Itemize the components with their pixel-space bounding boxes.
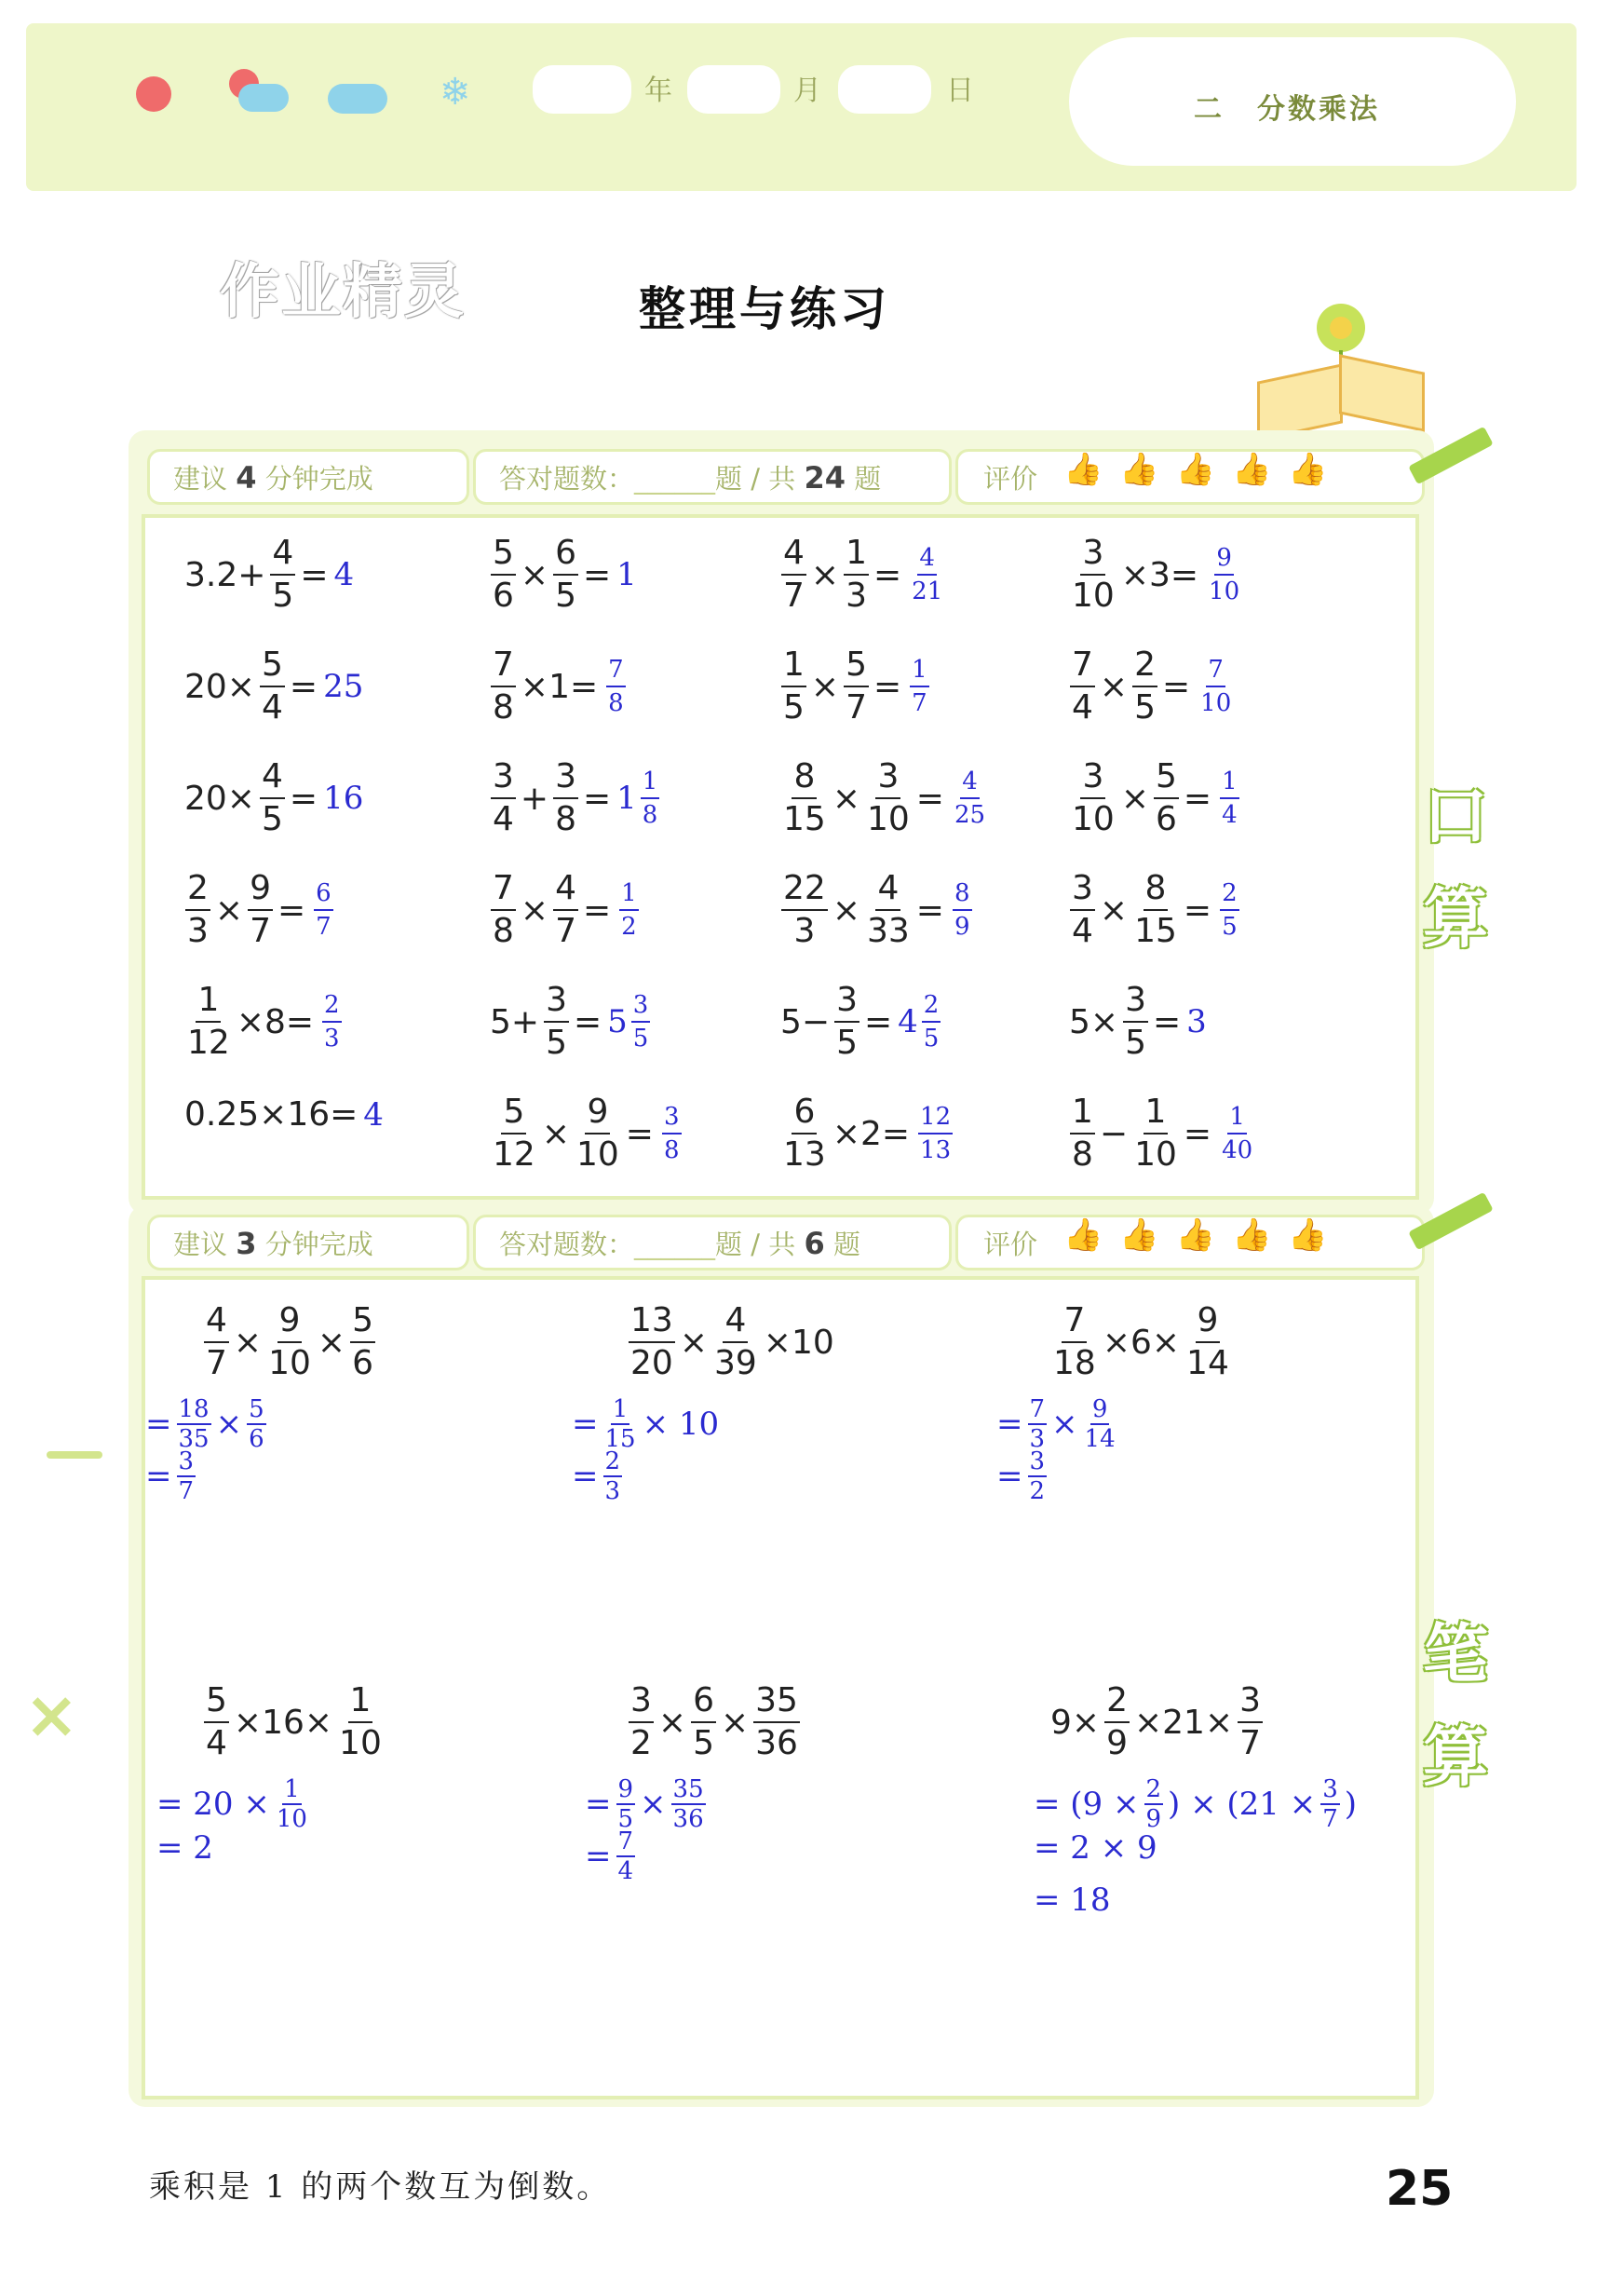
fraction: $\frac{6}{7}$ [316, 879, 332, 941]
oral-problem [183, 757, 364, 838]
oral-problem [183, 534, 355, 615]
fraction: $\frac{3}{10}$ [866, 757, 910, 838]
work-step[interactable] [995, 1449, 1049, 1503]
math-text: = [996, 1458, 1023, 1495]
handwritten-answer[interactable] [319, 993, 345, 1051]
dash-decoration [47, 1451, 102, 1459]
math-text: = [573, 1002, 602, 1041]
fraction: $\frac{7}{10}$ [1200, 656, 1232, 717]
oral-problem [1067, 534, 1244, 615]
math-text: ) × (21 × [1168, 1786, 1317, 1823]
oral-problem [488, 757, 662, 838]
month-field[interactable] [687, 65, 780, 114]
fraction: $\frac{1}{8}$ [1072, 1093, 1093, 1174]
math-text: × [679, 1323, 708, 1362]
oral-problem [1067, 869, 1242, 950]
oral-problem [778, 981, 943, 1062]
oral-problem [183, 869, 336, 950]
fraction: $\frac{2}{5}$ [1134, 645, 1156, 727]
fraction: $\frac{7}{8}$ [493, 869, 514, 950]
oral-problem [488, 534, 638, 615]
oral-eval-label: 评价 [983, 463, 1038, 495]
math-text: = 20 × [156, 1786, 270, 1823]
fraction: $\frac{7}{4}$ [617, 1827, 634, 1885]
math-text: × [541, 1114, 570, 1153]
fraction: $\frac{9}{10}$ [268, 1301, 311, 1382]
fraction: $\frac{5}{4}$ [261, 645, 283, 727]
fraction: $\frac{2}{5}$ [923, 991, 940, 1053]
math-text: = 18 [1034, 1882, 1111, 1919]
handwritten-answer[interactable]: 1 [616, 556, 637, 593]
handwritten-answer[interactable] [950, 769, 990, 827]
fraction: $\frac{2}{3}$ [604, 1447, 621, 1505]
work-step[interactable] [143, 1449, 198, 1503]
fraction: $\frac{4}{5}$ [261, 757, 283, 838]
fraction: $\frac{9}{14}$ [1186, 1301, 1229, 1382]
sunny-icon [136, 76, 171, 112]
fraction: $\frac{4}{21}$ [912, 544, 943, 605]
fraction: $\frac{9}{7}$ [250, 869, 271, 950]
math-text: × [317, 1323, 346, 1362]
fraction: $\frac{3}{10}$ [1072, 534, 1115, 615]
fraction: $\frac{1}{2}$ [621, 879, 637, 941]
fraction: $\frac{3}{4}$ [493, 757, 514, 838]
page-number: 25 [1386, 2161, 1454, 2217]
side-label-oral: 口 [1423, 778, 1488, 854]
fraction: $\frac{22}{3}$ [783, 869, 826, 950]
fraction: $\frac{1}{10}$ [339, 1681, 382, 1762]
math-text: = [572, 1406, 599, 1443]
math-text: = [1152, 1002, 1182, 1041]
fraction: $\frac{3}{8}$ [663, 1103, 680, 1164]
work-step[interactable] [570, 1397, 721, 1451]
math-text: ×6× [1102, 1323, 1181, 1362]
work-step[interactable] [155, 1829, 215, 1867]
math-text: × [640, 1786, 667, 1823]
math-text: 20× [184, 667, 255, 706]
math-text: ×1= [520, 667, 599, 706]
oral-problem [778, 757, 990, 838]
side-label-written: 算 [1423, 1719, 1488, 1795]
math-text: × [810, 667, 840, 706]
handwritten-answer[interactable]: 3 [1186, 1003, 1207, 1040]
fraction: $\frac{13}{20}$ [630, 1301, 673, 1382]
work-step[interactable] [995, 1397, 1120, 1451]
fraction: $\frac{1}{3}$ [846, 534, 867, 615]
oral-thumbs-icon[interactable]: 👍👍👍👍👍 [1063, 451, 1345, 488]
written-thumbs-icon[interactable]: 👍👍👍👍👍 [1063, 1216, 1345, 1254]
work-step[interactable] [583, 1829, 638, 1883]
fraction: $\frac{1}{10}$ [1134, 1093, 1177, 1174]
math-text: ) [1344, 1786, 1358, 1823]
fraction: $\frac{35}{36}$ [672, 1775, 704, 1833]
math-text: = [582, 779, 612, 818]
watermark: 作业精灵 [220, 258, 466, 327]
handwritten-answer[interactable]: 16 [323, 780, 364, 817]
fraction: $\frac{4}{5}$ [272, 534, 294, 615]
year-field[interactable] [533, 65, 631, 114]
handwritten-answer[interactable] [950, 881, 975, 939]
oral-problem [488, 869, 642, 950]
oral-problem [1067, 757, 1242, 838]
side-label-oral: 算 [1423, 880, 1488, 957]
fraction: $\frac{3}{5}$ [1125, 981, 1146, 1062]
fraction: $\frac{3}{5}$ [546, 981, 567, 1062]
fraction: $\frac{2}{9}$ [1145, 1775, 1162, 1833]
work-step[interactable] [155, 1777, 312, 1831]
fraction: $\frac{2}{9}$ [1106, 1681, 1128, 1762]
math-text: × [214, 890, 244, 930]
math-text: = [585, 1786, 612, 1823]
math-text: ×21× [1133, 1703, 1234, 1742]
fraction: $\frac{3}{5}$ [836, 981, 858, 1062]
math-text: × [1051, 1406, 1078, 1443]
math-text: × [520, 890, 549, 930]
fraction: $\frac{5}{4}$ [206, 1681, 227, 1762]
math-text: × [233, 1323, 263, 1362]
handwritten-answer[interactable] [311, 881, 336, 939]
fraction: $\frac{2}{5}$ [1222, 879, 1238, 941]
math-text: = 2 [156, 1829, 213, 1867]
math-text: × [1120, 779, 1149, 818]
math-text: = [996, 1406, 1023, 1443]
fraction: $\frac{3}{2}$ [630, 1681, 652, 1762]
fraction: $\frac{5}{7}$ [846, 645, 867, 727]
math-text: − [1099, 1114, 1129, 1153]
math-text: = [915, 779, 944, 818]
math-text: 20× [184, 779, 255, 818]
math-text: × [1099, 667, 1129, 706]
math-text: × [520, 555, 549, 594]
math-text: 5+ [490, 1002, 540, 1041]
written-problem [1049, 1681, 1265, 1762]
written-score-blank[interactable]: ______ [634, 1229, 716, 1260]
day-field[interactable] [838, 65, 931, 114]
math-text: × [215, 1406, 243, 1443]
oral-problem [778, 1095, 955, 1172]
fraction: $\frac{6}{5}$ [555, 534, 576, 615]
fraction: $\frac{1}{8}$ [642, 768, 658, 829]
oral-problem [488, 645, 629, 727]
fraction: $\frac{5}{6}$ [352, 1301, 373, 1382]
oral-time-text: 建议 4 分钟完成 [173, 460, 373, 496]
math-text: = [873, 667, 902, 706]
oral-problem [488, 981, 653, 1062]
handwritten-answer[interactable]: 4 [363, 1095, 384, 1134]
math-text: × [832, 779, 860, 818]
written-score-text: 答对题数：______题 / 共 6 题 [499, 1226, 860, 1261]
fraction: $\frac{35}{36}$ [755, 1681, 798, 1762]
math-text: × [810, 555, 840, 594]
handwritten-answer[interactable] [1217, 1105, 1257, 1162]
math-text: = [300, 555, 329, 594]
math-text: ×16× [233, 1703, 333, 1742]
math-text: = [582, 890, 612, 930]
fraction: $\frac{9}{5}$ [617, 1775, 634, 1833]
fraction: $\frac{4}{33}$ [866, 869, 910, 950]
handwritten-answer[interactable]: 5 $\frac{3}{5}$ [607, 991, 649, 1053]
fraction: $\frac{4}{39}$ [713, 1301, 757, 1382]
math-text: = [915, 890, 944, 930]
fraction: $\frac{1}{7}$ [912, 656, 927, 717]
fraction: $\frac{1}{40}$ [1222, 1103, 1253, 1164]
fraction: $\frac{9}{14}$ [1084, 1395, 1116, 1453]
handwritten-answer[interactable] [1217, 881, 1242, 939]
fraction: $\frac{3}{4}$ [1072, 869, 1093, 950]
math-text: × [1099, 890, 1129, 930]
math-text: 5− [780, 1002, 831, 1041]
oral-problem [778, 645, 932, 727]
fraction: $\frac{8}{9}$ [954, 879, 970, 941]
fraction: $\frac{8}{15}$ [1134, 869, 1177, 950]
footnote: 乘积是 1 的两个数互为倒数。 [149, 2168, 612, 2206]
math-text: × [657, 1703, 687, 1742]
cloudy-icon [326, 78, 391, 115]
handwritten-answer[interactable] [603, 658, 629, 715]
math-text: = [1183, 779, 1212, 818]
fraction: $\frac{3}{5}$ [632, 991, 649, 1053]
math-text: × 10 [642, 1406, 720, 1443]
fraction: $\frac{3}{7}$ [1239, 1681, 1262, 1762]
math-text: = [585, 1838, 612, 1875]
fraction: $\frac{1}{12}$ [187, 981, 230, 1062]
handwritten-answer[interactable] [1196, 658, 1236, 715]
math-text: = [145, 1458, 172, 1495]
oral-problem [1067, 981, 1208, 1062]
math-text: = [289, 667, 318, 706]
math-text: = [1161, 667, 1191, 706]
side-label-written: 笔 [1423, 1616, 1488, 1692]
math-text: × [832, 890, 860, 930]
handwritten-answer[interactable] [659, 1105, 684, 1162]
written-problem [201, 1681, 386, 1762]
handwritten-answer[interactable] [907, 658, 932, 715]
math-text: 9× [1050, 1703, 1101, 1742]
written-time-text: 建议 3 分钟完成 [173, 1226, 373, 1261]
snow-icon: ❄ [440, 71, 471, 114]
written-problem [1049, 1301, 1234, 1382]
fraction: $\frac{3}{2}$ [1029, 1447, 1046, 1505]
fraction: $\frac{1}{5}$ [783, 645, 805, 727]
work-step[interactable] [1032, 1882, 1113, 1919]
math-text: = [289, 779, 318, 818]
math-text: = (9 × [1034, 1786, 1140, 1823]
handwritten-answer[interactable] [907, 546, 947, 604]
page-title: 整理与练习 [639, 282, 890, 336]
math-text: ×2= [832, 1114, 911, 1153]
math-text: = [1183, 1114, 1212, 1153]
math-text: = 2 × 9 [1034, 1829, 1157, 1867]
work-step[interactable] [1032, 1829, 1159, 1867]
fraction: $\frac{7}{18}$ [1053, 1301, 1096, 1382]
fraction: $\frac{8}{15}$ [783, 757, 826, 838]
written-problem [201, 1301, 378, 1382]
math-text: 0.25×16= [184, 1095, 359, 1134]
oral-problem [1067, 645, 1236, 727]
math-text: = [582, 555, 612, 594]
math-text: × [720, 1703, 750, 1742]
math-text: 5× [1069, 1002, 1119, 1041]
oral-problem [183, 645, 364, 727]
fraction: $\frac{4}{25}$ [954, 768, 986, 829]
fraction: $\frac{9}{10}$ [575, 1093, 619, 1174]
written-problem [626, 1681, 803, 1762]
oral-score-text: 答对题数：______题 / 共 24 题 [499, 460, 882, 496]
unit-title: 分数乘法 [1257, 93, 1380, 126]
math-text: = [863, 1002, 893, 1041]
handwritten-answer[interactable]: 4 $\frac{2}{5}$ [898, 991, 940, 1053]
handwritten-answer[interactable] [616, 881, 642, 939]
math-text: ×8= [236, 1002, 315, 1041]
math-text: = [873, 555, 902, 594]
fraction: $\frac{1}{4}$ [1222, 768, 1238, 829]
fraction: $\frac{1}{15}$ [604, 1395, 636, 1453]
oral-score-blank[interactable]: ______ [634, 463, 716, 495]
handwritten-answer[interactable]: 1 $\frac{1}{8}$ [616, 768, 658, 829]
work-step[interactable] [583, 1777, 709, 1831]
handwritten-answer[interactable]: 25 [323, 668, 364, 705]
partly-cloudy-icon [225, 67, 291, 115]
fraction: $\frac{7}{3}$ [1029, 1395, 1046, 1453]
fraction: $\frac{3}{7}$ [178, 1447, 195, 1505]
math-text: = [277, 890, 306, 930]
book-flower-icon [1250, 300, 1427, 438]
unit-number: 二 [1194, 93, 1222, 126]
fraction: $\frac{3}{10}$ [1072, 757, 1115, 838]
fraction: $\frac{4}{7}$ [783, 534, 805, 615]
fraction: $\frac{7}{8}$ [493, 645, 514, 727]
written-eval-label: 评价 [983, 1229, 1038, 1260]
work-step[interactable] [570, 1449, 625, 1503]
cross-decoration: × [24, 1677, 79, 1753]
handwritten-answer[interactable]: 4 [333, 556, 355, 593]
math-text: 3.2+ [184, 555, 266, 594]
oral-problem [183, 981, 345, 1062]
handwritten-answer[interactable] [1217, 769, 1242, 827]
fraction: $\frac{3}{7}$ [1322, 1775, 1338, 1833]
fraction: $\frac{6}{5}$ [693, 1681, 714, 1762]
year-label: 年 [644, 75, 672, 107]
fraction: $\frac{5}{6}$ [1155, 757, 1177, 838]
fraction: $\frac{18}{35}$ [178, 1395, 210, 1453]
handwritten-answer[interactable] [1204, 546, 1244, 604]
fraction: $\frac{4}{7}$ [206, 1301, 227, 1382]
oral-problem [183, 1095, 385, 1134]
fraction: $\frac{1}{10}$ [276, 1775, 307, 1833]
fraction: $\frac{3}{8}$ [555, 757, 576, 838]
math-text: = [572, 1458, 599, 1495]
day-label: 日 [946, 75, 974, 107]
fraction: $\frac{12}{13}$ [920, 1103, 952, 1164]
oral-problem [778, 534, 947, 615]
math-text: = [625, 1114, 654, 1153]
math-text: = [1183, 890, 1212, 930]
fraction: $\frac{5}{6}$ [493, 534, 514, 615]
handwritten-answer[interactable] [915, 1105, 955, 1162]
fraction: $\frac{4}{7}$ [555, 869, 576, 950]
fraction: $\frac{2}{3}$ [187, 869, 209, 950]
math-text: ×10 [763, 1323, 834, 1362]
math-text: = [145, 1406, 172, 1443]
month-label: 月 [793, 75, 821, 107]
math-text: ×3= [1120, 555, 1199, 594]
written-problem [626, 1301, 836, 1382]
fraction: $\frac{6}{13}$ [783, 1093, 826, 1174]
fraction: $\frac{5}{12}$ [493, 1093, 535, 1174]
fraction: $\frac{9}{10}$ [1209, 544, 1240, 605]
fraction: $\frac{2}{3}$ [324, 991, 340, 1053]
work-step[interactable] [1032, 1777, 1359, 1831]
work-step[interactable] [143, 1397, 269, 1451]
fraction: $\frac{7}{4}$ [1072, 645, 1093, 727]
oral-problem [488, 1095, 684, 1172]
math-text: + [520, 779, 549, 818]
oral-problem [778, 869, 975, 950]
fraction: $\frac{5}{6}$ [249, 1395, 264, 1453]
fraction: $\frac{7}{8}$ [608, 656, 624, 717]
oral-problem [1067, 1095, 1257, 1172]
